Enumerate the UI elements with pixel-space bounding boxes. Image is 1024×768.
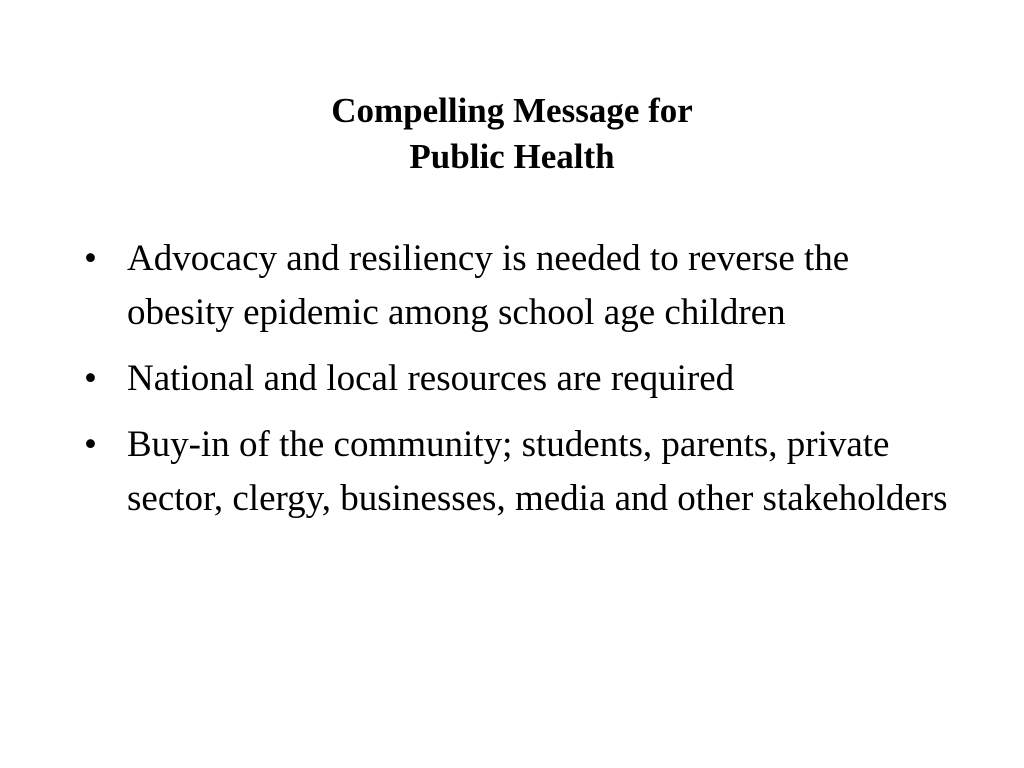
bullet-text: Advocacy and resiliency is needed to reverse the obesity epidemic among school age children [127,238,850,333]
bullet-item-resources [84,352,964,406]
bullet-list [84,232,964,538]
bullet-icon: • [84,424,97,465]
bullet-text: Buy-in of the community; students, parents, private sector, clergy, businesses, media and other stakeholders [127,424,948,519]
bullet-item-advocacy [84,232,964,340]
bullet-icon: • [84,358,97,399]
bullet-text: National and local resources are required [127,358,735,399]
slide-title [0,88,1024,180]
title-line-1: Compelling Message for [331,91,693,130]
bullet-item-community [84,418,964,526]
title-line-2: Public Health [409,137,615,176]
bullet-icon: • [84,238,97,279]
